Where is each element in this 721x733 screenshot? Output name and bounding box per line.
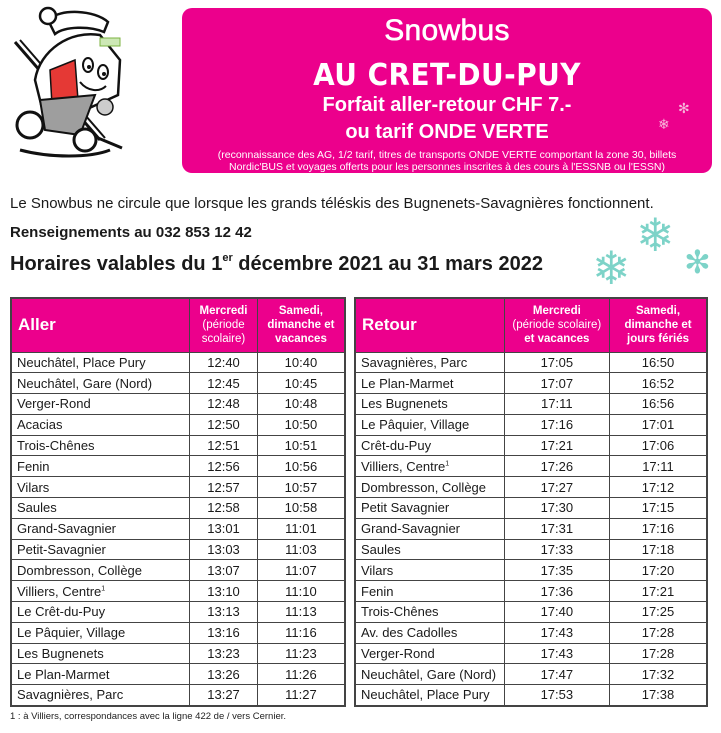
weekend-time: 17:28	[610, 643, 708, 664]
weekend-time: 17:32	[610, 664, 708, 685]
banner-fare: Forfait aller-retour CHF 7.-	[322, 94, 572, 116]
table-row	[355, 414, 707, 435]
table-row	[11, 602, 345, 623]
table-row	[11, 352, 345, 373]
footnote: 1 : à Villiers, correspondances avec la ligne 422 de / vers Cernier.	[10, 711, 287, 722]
wednesday-time: 17:26	[504, 456, 609, 477]
banner-fare-alt: ou tarif ONDE VERTE	[345, 121, 549, 143]
contact-phone: Renseignements au 032 853 12 42	[10, 224, 252, 241]
table-row	[355, 685, 707, 706]
stop-name: Le Plan-Marmet	[355, 373, 504, 394]
stop-name: Verger-Rond	[11, 394, 190, 415]
wednesday-time: 17:47	[504, 664, 609, 685]
wednesday-time: 17:16	[504, 414, 609, 435]
table-row	[11, 643, 345, 664]
stop-name: Les Bugnenets	[355, 394, 504, 415]
weekend-time: 11:13	[257, 602, 345, 623]
snowflake-icon: ❄	[658, 116, 670, 132]
wednesday-time: 13:13	[190, 602, 258, 623]
weekend-time: 17:01	[610, 414, 708, 435]
weekend-time: 11:23	[257, 643, 345, 664]
stop-name: Dombresson, Collège	[11, 560, 190, 581]
stop-name: Petit-Savagnier	[11, 539, 190, 560]
weekend-time: 10:57	[257, 477, 345, 498]
table-row	[11, 622, 345, 643]
stop-name: Dombresson, Collège	[355, 477, 504, 498]
wednesday-time: 13:16	[190, 622, 258, 643]
banner-title: Snowbus	[384, 14, 510, 47]
stop-name: Le Pâquier, Village	[355, 414, 504, 435]
table-row	[355, 643, 707, 664]
aller-timetable	[10, 297, 346, 707]
weekend-time: 11:27	[257, 685, 345, 706]
header-banner	[182, 8, 712, 173]
wednesday-time: 13:26	[190, 664, 258, 685]
stop-name: Villiers, Centre$^1$	[11, 581, 190, 602]
footnote-marker: 1	[101, 585, 106, 593]
weekend-time: 10:45	[257, 373, 345, 394]
weekend-time: 10:50	[257, 414, 345, 435]
weekend-time: 11:07	[257, 560, 345, 581]
retour-col-weekend: Samedi, dimanche et jours fériés	[610, 298, 708, 352]
table-row	[355, 622, 707, 643]
snowbus-mascot-illustration	[0, 0, 180, 180]
weekend-time: 10:56	[257, 456, 345, 477]
weekend-time: 17:11	[610, 456, 708, 477]
stop-name: Crêt-du-Puy	[355, 435, 504, 456]
wednesday-time: 13:27	[190, 685, 258, 706]
snowflake-icon: ✻	[678, 100, 690, 116]
weekend-time: 17:15	[610, 498, 708, 519]
table-row	[355, 560, 707, 581]
stop-name: Acacias	[11, 414, 190, 435]
table-row	[11, 560, 345, 581]
wednesday-time: 13:07	[190, 560, 258, 581]
table-row	[355, 602, 707, 623]
weekend-time: 11:03	[257, 539, 345, 560]
weekend-time: 17:18	[610, 539, 708, 560]
stop-name: Neuchâtel, Place Pury	[11, 352, 190, 373]
weekend-time: 10:58	[257, 498, 345, 519]
stop-name: Av. des Cadolles	[355, 622, 504, 643]
wednesday-time: 17:33	[504, 539, 609, 560]
aller-col-weekend: Samedi, dimanche et vacances	[257, 298, 345, 352]
wednesday-time: 17:05	[504, 352, 609, 373]
wednesday-time: 12:45	[190, 373, 258, 394]
aller-title: Aller	[11, 298, 190, 352]
weekend-time: 11:16	[257, 622, 345, 643]
stop-name: Neuchâtel, Gare (Nord)	[11, 373, 190, 394]
wednesday-time: 12:40	[190, 352, 258, 373]
wednesday-time: 13:23	[190, 643, 258, 664]
weekend-time: 17:38	[610, 685, 708, 706]
table-row	[11, 414, 345, 435]
table-row	[355, 581, 707, 602]
wednesday-time: 17:11	[504, 394, 609, 415]
weekend-time: 10:48	[257, 394, 345, 415]
table-row	[355, 373, 707, 394]
banner-destination: AU CRET-DU-PUY	[313, 58, 581, 93]
table-row	[355, 664, 707, 685]
wednesday-time: 17:31	[504, 518, 609, 539]
stop-name: Saules	[11, 498, 190, 519]
weekend-time: 17:25	[610, 602, 708, 623]
table-row	[11, 685, 345, 706]
weekend-time: 10:51	[257, 435, 345, 456]
stop-name: Neuchâtel, Place Pury	[355, 685, 504, 706]
snowflake-icon: ❄	[592, 242, 631, 294]
wednesday-time: 17:27	[504, 477, 609, 498]
wednesday-time: 17:36	[504, 581, 609, 602]
weekend-time: 16:52	[610, 373, 708, 394]
stop-name: Le Crêt-du-Puy	[11, 602, 190, 623]
stop-name: Le Pâquier, Village	[11, 622, 190, 643]
stop-name: Fenin	[355, 581, 504, 602]
wednesday-time: 17:35	[504, 560, 609, 581]
aller-col-wednesday: Mercredi (période scolaire)	[190, 298, 258, 352]
wednesday-time: 17:21	[504, 435, 609, 456]
table-row	[11, 373, 345, 394]
wednesday-time: 12:51	[190, 435, 258, 456]
wednesday-time: 12:56	[190, 456, 258, 477]
stop-name: Les Bugnenets	[11, 643, 190, 664]
table-row	[355, 477, 707, 498]
table-row	[11, 498, 345, 519]
stop-name: Grand-Savagnier	[355, 518, 504, 539]
wednesday-time: 13:10	[190, 581, 258, 602]
stop-name: Trois-Chênes	[355, 602, 504, 623]
weekend-time: 17:16	[610, 518, 708, 539]
wednesday-time: 17:30	[504, 498, 609, 519]
wednesday-time: 13:03	[190, 539, 258, 560]
weekend-time: 11:10	[257, 581, 345, 602]
retour-timetable	[354, 297, 708, 707]
table-row	[11, 456, 345, 477]
table-row	[11, 394, 345, 415]
stop-name: Saules	[355, 539, 504, 560]
weekend-time: 11:26	[257, 664, 345, 685]
table-row	[11, 477, 345, 498]
validity-heading: Horaires valables du 1er décembre 2021 au 31 mars 2022	[10, 252, 543, 275]
wednesday-time: 12:50	[190, 414, 258, 435]
stop-name: Petit Savagnier	[355, 498, 504, 519]
weekend-time: 17:20	[610, 560, 708, 581]
table-row	[11, 539, 345, 560]
table-row	[11, 664, 345, 685]
wednesday-time: 12:57	[190, 477, 258, 498]
stop-name: Savagnières, Parc	[355, 352, 504, 373]
stop-name: Grand-Savagnier	[11, 518, 190, 539]
table-row	[355, 435, 707, 456]
weekend-time: 17:21	[610, 581, 708, 602]
retour-title: Retour	[355, 298, 504, 352]
stop-name: Villiers, Centre$^1$	[355, 456, 504, 477]
table-row	[355, 518, 707, 539]
weekend-time: 17:28	[610, 622, 708, 643]
table-row	[355, 394, 707, 415]
stop-name: Fenin	[11, 456, 190, 477]
weekend-time: 11:01	[257, 518, 345, 539]
stop-name: Savagnières, Parc	[11, 685, 190, 706]
wednesday-time: 17:53	[504, 685, 609, 706]
table-row	[11, 581, 345, 602]
wednesday-time: 13:01	[190, 518, 258, 539]
banner-fare-note: (reconnaissance des AG, 1/2 tarif, titres de transports ONDE VERTE comportant la zone 30, billets Nordic'BUS et voyages offerts pour les personnes inscrites à des cours à l'ESSNB ou l'ESSN)	[217, 149, 677, 173]
weekend-time: 17:06	[610, 435, 708, 456]
snowflake-icon: ✻	[684, 244, 711, 280]
retour-col-wednesday: Mercredi (période scolaire) et vacances	[504, 298, 609, 352]
table-row	[355, 352, 707, 373]
wednesday-time: 12:48	[190, 394, 258, 415]
table-row	[355, 498, 707, 519]
stop-name: Trois-Chênes	[11, 435, 190, 456]
wednesday-time: 12:58	[190, 498, 258, 519]
wednesday-time: 17:43	[504, 622, 609, 643]
table-row	[11, 435, 345, 456]
snowflake-icon: ❄	[636, 209, 675, 261]
stop-name: Le Plan-Marmet	[11, 664, 190, 685]
weekend-time: 16:56	[610, 394, 708, 415]
weekend-time: 17:12	[610, 477, 708, 498]
table-row	[11, 518, 345, 539]
table-row	[355, 539, 707, 560]
operation-note: Le Snowbus ne circule que lorsque les grands téléskis des Bugnenets-Savagnières fonctionnent.	[10, 195, 654, 212]
stop-name: Neuchâtel, Gare (Nord)	[355, 664, 504, 685]
weekend-time: 10:40	[257, 352, 345, 373]
wednesday-time: 17:43	[504, 643, 609, 664]
wednesday-time: 17:40	[504, 602, 609, 623]
stop-name: Vilars	[355, 560, 504, 581]
footnote-marker: 1	[445, 460, 450, 468]
wednesday-time: 17:07	[504, 373, 609, 394]
weekend-time: 16:50	[610, 352, 708, 373]
bus-mascot-icon	[0, 0, 180, 180]
stop-name: Verger-Rond	[355, 643, 504, 664]
stop-name: Vilars	[11, 477, 190, 498]
table-row	[355, 456, 707, 477]
